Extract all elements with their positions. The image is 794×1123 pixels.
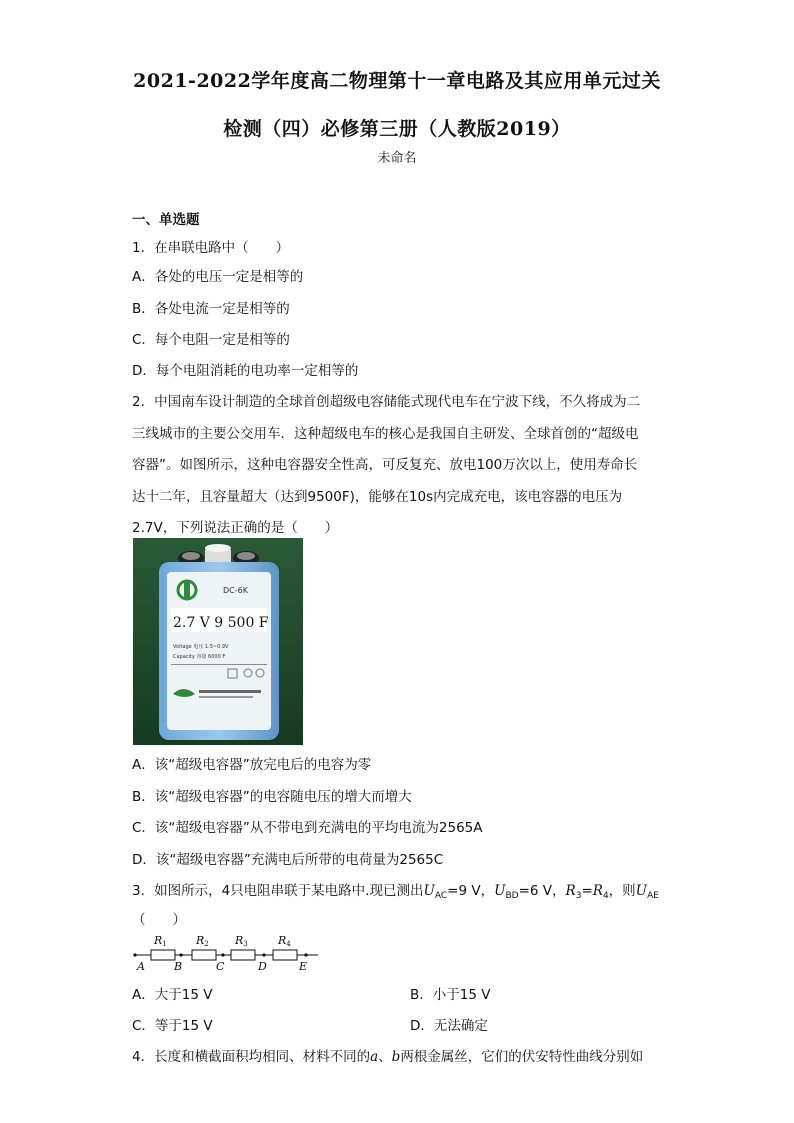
q4-stem [132,1045,643,1065]
q3-answer-paren: （ ） [132,912,186,928]
q2-option-c: C．该“超级电容器”从不带电到充满电的平均电流为2565A [132,820,483,836]
photo-rating-text: 2.7 V 9 500 F [173,615,269,631]
q3-u-symbol-2: U [494,883,506,899]
resistor-r1 [151,950,175,960]
resistor-r3 [231,950,255,960]
node-label-d: D [258,960,267,973]
q2-stem-line4: 达十二年，且容量超大（达到9500F)，能够在10s内完成充电，该电容器的电压为 [132,489,623,505]
section-heading: 一、单选题 [132,212,200,228]
node-label-c: C [216,960,225,973]
q2-stem-line5: 2.7V，下列说法正确的是（ ） [132,520,339,536]
q3-option-d: D．无法确定 [410,1018,488,1034]
q3-option-b: B．小于15 V [410,987,491,1003]
node-label-e: E [299,960,308,973]
resistor-label-r1: R1 [154,934,167,948]
q4-stem-prefix: 4．长度和横截面积均相同、材料不同的 [132,1049,371,1065]
q4-stem-suffix: 两根金属丝，它们的伏安特性曲线分别如 [400,1049,644,1065]
q3-stem-prefix: 3．如图所示，4只电阻串联于某电路中.现已测出 [132,883,424,899]
q4-wire-a: a [370,1049,379,1065]
q2-option-a: A．该“超级电容器”放完电后的电容为零 [132,757,372,773]
q4-separator: 、 [378,1049,392,1065]
resistor-label-r2: R2 [196,934,209,948]
q2-option-d: D．该“超级电容器”充满电后所带的电荷量为2565C [132,852,444,868]
q3-u-ac-value: =9 V， [447,883,495,899]
resistor-label-r4: R4 [278,934,291,948]
q2-stem-line3: 容器”。如图所示，这种电容器安全性高，可反复充、放电100万次以上，使用寿命长 [132,457,638,473]
photo-model-label: DC-6K [223,586,248,595]
resistor-r2 [192,950,216,960]
q3-option-a: A．大于15 V [132,987,213,1003]
doc-author: 未命名 [377,151,417,166]
q1-option-c: C．每个电阻一定是相等的 [132,332,290,348]
photo-capacity-row: Capacity 容量 6000 F [173,654,226,660]
q3-u-symbol-1: U [423,883,435,899]
doc-title-line1: 2021-2022学年度高二物理第十一章电路及其应用单元过关 [133,70,661,92]
node-label-a: A [137,960,145,973]
photo-voltage-row: Voltage 电压 1.5~0.9V [173,644,229,650]
q3-option-c: C．等于15 V [132,1018,213,1034]
resistor-r4 [273,950,297,960]
q3-u-symbol-3: U [635,883,648,899]
q4-wire-b: b [391,1049,401,1065]
q3-then: ，则 [608,883,636,899]
supercapacitor-photo [133,538,303,745]
q3-u-bd-sub: BD [505,891,519,901]
q1-option-d: D．每个电阻消耗的电功率一定相等的 [132,363,359,379]
series-resistor-circuit [132,933,332,973]
q3-r3-sub: 3 [575,891,582,901]
q2-option-b: B．该“超级电容器”的电容随电压的增大而增大 [132,789,412,805]
q3-u-ae-sub: AE [647,891,659,901]
doc-title-line2: 检测（四）必修第三册（人教版2019） [223,118,571,140]
q3-u-bd-value: =6 V， [518,883,566,899]
q3-r4-sub: 4 [602,891,609,901]
q1-option-b: B．各处电流一定是相等的 [132,301,290,317]
q2-stem-line1: 2．中国南车设计制造的全球首创超级电容储能式现代电车在宁波下线，不久将成为二 [132,394,641,410]
node-label-b: B [174,960,183,973]
q1-stem: 1．在串联电路中（ ） [132,240,290,256]
q3-r-symbol-2: R [592,883,603,899]
q1-option-a: A．各处的电压一定是相等的 [132,269,304,285]
q3-equals: = [581,883,593,899]
resistor-label-r3: R3 [235,934,248,948]
q3-r-symbol-1: R [565,883,576,899]
q3-u-ac-sub: AC [434,891,448,901]
q2-stem-line2: 三线城市的主要公交用车．这种超级电车的核心是我国自主研发、全球首创的“超级电 [132,426,639,442]
q3-stem [132,879,659,901]
